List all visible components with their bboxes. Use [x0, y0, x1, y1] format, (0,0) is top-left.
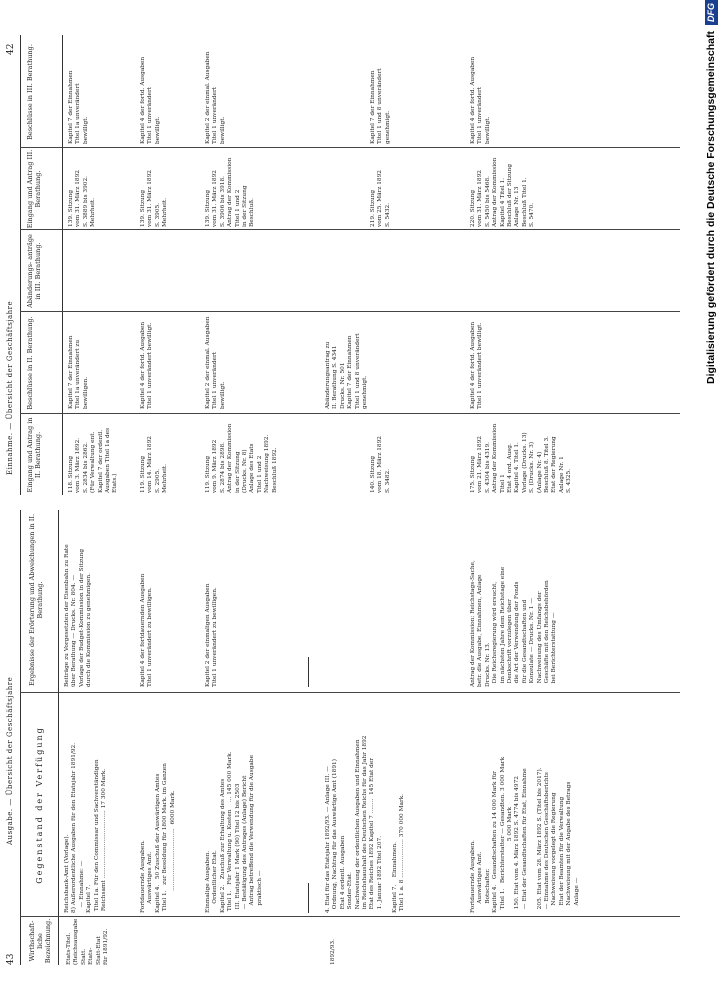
text-block: 119. Sitzung vom 9. März 1892 S. 2874 bis 2898. Antrag der Kommission in der Sitzung (Drucks. Nr. 8) Anlage des Etats Titel 1 und 2 Nachweisung 1892. Beschluß 1892.	[205, 423, 278, 493]
text-block: Kapitel 7 der Einnahmen Titel 1a unverändert bewilligt.	[68, 70, 89, 144]
text-block: 139. Sitzung vom 31. März 1892 S. 3905. Mehrheit.	[140, 170, 169, 227]
header-rule	[20, 510, 21, 965]
column-header: Gegenstand der Verfügung	[35, 726, 44, 884]
column-divider	[20, 147, 680, 148]
page-number: 43	[6, 953, 16, 965]
text-block: Kapitel 7 der Einnahmen Titel 1a unverändert zu bewilligen.	[68, 335, 89, 409]
column-divider	[20, 413, 680, 414]
text-block: 4. Etat für das Etatsjahr 1892/93. — Anlage III. — Ordnung, Nachtrag für das Auswärtige Amt (1891) Etat 4 ordentl. Ausgaben Sonder-Etat. Nachweisung der ordentlichen Ausgaben und Einnahmen im Reichshaushalt des Deutschen Reichs für das Jahr 1892 Etat des Reiches 1892 Kapitel 7 ........ 145 Etat der 1. Januar 1892 Titel 207. Kapitel 7. Einnahmen. Titel 1 a. 8 ..................... 370 000 Mark.	[325, 735, 406, 913]
text-block: 118. Sitzung vom 3. März 1892. S. 2834 bis 2862. (Für Verwaltung ent. Kapitel 7 der ordentl. Ausgaben Titel 1a des Etats.)	[68, 427, 119, 493]
running-head: Ausgabe. — Übersicht der Geschäftsjahre	[6, 676, 14, 845]
column-header: Beschlüsse in II. Berathung.	[26, 316, 34, 410]
text-block: Kapitel 7 der Einnahmen Titel 1 und 8 unverändert genehmigt.	[370, 68, 391, 144]
funding-stamp	[700, 0, 723, 1000]
text-block: 140. Sitzung vom 18. März 1892 S. 3482.	[370, 436, 391, 493]
right-page	[0, 35, 700, 495]
text-block: Fortdauernde Ausgaben. Auswärtiges Amt. Botschafter. Kapitel 4. Gesandtschaften zu 14 000 Mark für Titel 1. Berichterstatter — Gesandten. 3 000 Mark 5 000 Mark 150. Etat vom 4. März 1892 S. 4774 bis 4972 — Etat der Gesandtschaften für Etat, Einnahme 205. Etat vom 28. März 1892 S. (Titel bis 2017). — Einnahme des Deutschen Geschäftsberichts Nachweisung vorgelegt die Regierung Etat der Beamten für die Verwaltung Nachweisung mit der Angabe des Betrags Anlage —	[470, 756, 580, 913]
text-block: 139. Sitzung vom 31. März 1892 S. 3889 bis 3902. Mehrheit.	[68, 170, 97, 227]
text-block: Einmalige Ausgaben. Ordentlicher Etat. Kapitel 2. Zuschuß zur Erhaltung des Amtes Titel 1. Für Verwaltung u. Kosten ... 145 000 Mark. III. Etatsjahr 1 Mark (90) Titel 12 bis 2503 — Bestätigung des Antrages (Anlage) Bericht Antrag betreffend die Verwendung für die Ausgabe praktisch —	[205, 751, 263, 913]
text-block: Beiträge zu Vorgesetzten der Eisenbahn zu Rate über Berathung — Drucks. Nr. 804. — Vorlage der Budget-Kommission in der Sitzung durch die Kommission zu genehmigen.	[64, 544, 93, 687]
running-head: Einnahme. — Übersicht der Geschäftsjahre	[6, 300, 14, 475]
dfg-logo-icon: DFG	[705, 0, 718, 25]
text-block: Kapitel 2 der einmal. Ausgaben Titel 1 unverändert bewilligt.	[205, 316, 226, 409]
separator-rule	[308, 883, 309, 913]
text-block: Fortdauernde Ausgaben. Auswärtiges Amt. Kapitel 4. 50 Zuschuß der Auswärtigen Amtes Titel 1. zur Besoldung für 1800 Mark. im Ganzen .................................. 6000 Mark.	[140, 763, 176, 913]
page-number: 42	[6, 43, 16, 55]
text-block: 119. Sitzung vom 14. März 1892 S. 2905. Mehrheit.	[140, 436, 169, 493]
text-block: Kapitel 4 der fortd. Ausgaben Titel 1 unverändert bewilligt.	[140, 321, 154, 409]
column-header: Ergebnisse der Erörterung und Abweichungen in II. Berathung.	[28, 513, 44, 687]
text-block: Kapitel 4 der fortd. Ausgaben Titel 1 unverändert bewilligt.	[470, 56, 491, 144]
text-block: 220. Sitzung vom 31. März 1892 S. 5450 bis 5468. Antrag der Kommission Kapitel 4 Titel 1. Beschluß der Sitzung Anlage Nr. 13 Beschluß Titel 1. S. 5470.	[470, 157, 536, 227]
header-rule	[20, 35, 21, 495]
header-rule	[58, 510, 59, 965]
left-page	[0, 510, 700, 965]
column-header: Wirthschaft- liche Bezeichnung.	[28, 918, 52, 964]
text-block: Antrag der Kommission: Reichstags-Sache, betr. die Ausgabe, Einnahmen, Anlage Drucks. Nr. 13. Die Reichsregierung wird ersucht, im nächsten Jahre dem Reichstage eine Denkschrift vorzulegen über die Art der Verwendung der Fonds für die Gesandtschaften und Konsulate — Drucks. Nr. 1 — Nachweisung des Umfangs der Geschäfte mit den Reichsbehörden bei Berichterstattung —	[470, 560, 558, 687]
text-block: Kapitel 4 der fortd. Ausgaben Titel 1 unverändert bewilligt.	[140, 56, 161, 144]
column-header: Eingang und Antrag in II. Berathung.	[26, 417, 42, 493]
column-header: Eingang und Antrag III. Berathung.	[26, 149, 42, 229]
text-block: Kapitel 4 der fortdauernden Ausgaben Titel 1 unverändert zu bewilligen.	[140, 573, 154, 687]
column-divider	[20, 916, 680, 917]
separator-rule	[308, 657, 309, 687]
column-divider	[20, 692, 680, 693]
row-label: 1892/93.	[330, 939, 336, 965]
funding-stamp-text: Digitalisierung gefördert durch die Deutsche Forschungsgemeinschaft	[705, 31, 717, 384]
text-block: Kapitel 2 der einmal. Ausgaben Titel 1 unverändert bewilligt.	[205, 51, 226, 144]
column-divider	[20, 311, 680, 312]
text-block: Kapitel 4 der fortd. Ausgaben Titel 1 unverändert bewilligt.	[470, 321, 484, 409]
text-block: 219. Sitzung vom 25. März 1892 S. 5432.	[370, 170, 391, 227]
text-block: Kapitel 2 der einmaligen Ausgaben Titel 1 unverändert zu bewilligen.	[205, 583, 219, 687]
column-header: Beschlüsse in III. Berathung.	[26, 44, 34, 140]
header-rule	[62, 35, 63, 495]
text-block: 139. Sitzung vom 31. März 1892 S. 3906 bis 3918. Antrag der Kommission Titel 1 und 2 in der Sitzung Beschluß.	[205, 157, 256, 227]
text-block: 175. Sitzung vom 21. März 1892 S. 4304 bis 4319. Antrag der Kommission Titel 1 Etat 4 ord. Ausg. Kapitel 4. Titel 1. Vorlage (Drucks. 13) S. (Drucks. Nr. 3) (Anlage Nr. 4) Beschluß 8. Titel 3. Etat der Regierung Anlage Nr. 1 S. 4325.	[470, 423, 573, 493]
column-header: Abänderungs- anträge in III. Berathung.	[26, 234, 42, 308]
text-block: Abänderungsantrag zu II. Berathung S. 4341 Drucks. Nr. 501 Kapitel 7 der Einnahmen Titel 1 und 8 unverändert genehmigt.	[325, 333, 369, 409]
text-block: Reichsbank-Amt (Vorlage). 8) Außerordentliche Ausgaben für den Etatsjahr 1891/92. — Einnahme: — Kapitel 7. Titel 1a. Für den Commissar und Sachverständigen Reichsamt ..................................... 17 300 Mark.	[64, 742, 108, 913]
row-label: Etats-Titel. (Reichsausgabe Statt. Etats- Statt-Etat für 1891/92.	[66, 918, 110, 965]
column-divider	[20, 229, 680, 230]
